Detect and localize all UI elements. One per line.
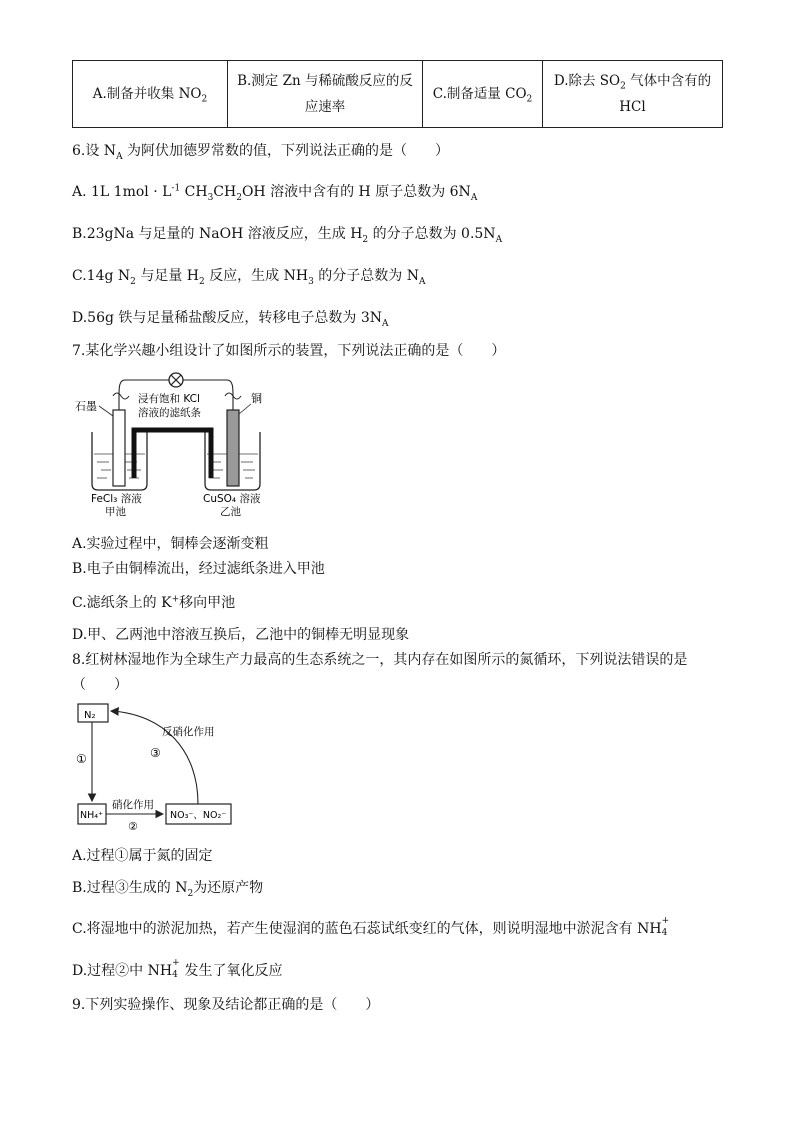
step1-label: ① [76, 752, 87, 766]
q6-option-d: D.56g 铁与足量稀盐酸反应，转移电子总数为 $3N_A$ [72, 310, 389, 329]
nitrogen-cycle-figure [74, 700, 239, 830]
copper-rod [227, 410, 239, 486]
salt-bridge [134, 430, 211, 478]
q8-stem-line2: （ ） [72, 677, 128, 693]
q8-option-d: D.过程②中 NH + 4 发生了氧化反应 [72, 958, 283, 980]
electrochemical-cell-figure [75, 368, 275, 518]
q7-option-b: B.电子由铜棒流出，经过滤纸条进入甲池 [72, 561, 325, 577]
n2-text: N₂ [84, 710, 96, 721]
q7-option-a: A.实验过程中，铜棒会逐渐变粗 [72, 536, 269, 552]
q6-option-c: C.14g $N_2$ 与足量 $H_2$ 反应，生成 $NH_3$ 的分子总数为 $N_A$ [72, 268, 426, 287]
left-solution-label: FeCl₃ 溶液 [91, 493, 142, 505]
step3-label: ③ [150, 746, 161, 760]
options-table [72, 60, 723, 128]
q6-stem: 6.设 $N_A$ 为阿伏加德罗常数的值，下列说法正确的是（ ） [72, 143, 450, 162]
no-text: NO₃⁻、NO₂⁻ [170, 810, 227, 821]
q6-option-b: B.23gNa 与足量的 NaOH 溶液反应，生成 $H_2$ 的分子总数为 $0.5N_A$ [72, 226, 503, 245]
nh4-text: NH₄⁺ [80, 810, 104, 821]
q7-option-d: D.甲、乙两池中溶液互换后，乙池中的铜棒无明显现象 [72, 627, 410, 643]
q9-stem: 9.下列实验操作、现象及结论都正确的是（ ） [72, 997, 380, 1013]
option-cell-b: B.测定 Zn 与稀硫酸反应的反 应速率 [228, 61, 423, 128]
option-cell-c: C.制备适量 $CO_2$ [423, 61, 543, 128]
q8-stem-line1: 8.红树林湿地作为全球生产力最高的生态系统之一，其内存在如图所示的氮循环，下列说法错误的是 [72, 652, 688, 668]
bridge-label-2: 溶液的滤纸条 [138, 407, 201, 419]
q8-option-b: B.过程③生成的 $N_2$为还原产物 [72, 880, 264, 899]
right-solution-label: CuSO₄ 溶液 [203, 493, 261, 505]
bridge-label-1: 浸有饱和 KCl [138, 393, 200, 405]
q8-option-a: A.过程①属于氮的固定 [72, 848, 213, 864]
q6-option-a: A. 1L $1mol \cdot L^{-1}$ $CH_3CH_2OH$ 溶液中含有的 H 原子总数为 $6N_A$ [72, 183, 478, 203]
option-cell-d: D.除去 $SO_2$ 气体中含有的 HCl [543, 61, 723, 128]
option-cell-a: A.制备并收集 $NO_2$ [73, 61, 228, 128]
q7-stem: 7.某化学兴趣小组设计了如图所示的装置，下列说法正确的是（ ） [72, 343, 506, 359]
copper-label: 铜 [251, 392, 262, 405]
q7-option-c: C.滤纸条上的 K+移向甲池 [72, 594, 236, 611]
right-pool-label: 乙池 [220, 506, 241, 518]
graphite-rod [113, 410, 125, 486]
step2-label: ② [128, 820, 138, 830]
denitrification-label: 反硝化作用 [162, 726, 215, 738]
graphite-label: 石墨 [75, 400, 97, 413]
q8-option-c: C.将湿地中的淤泥加热，若产生使湿润的蓝色石蕊试纸变红的气体，则说明湿地中淤泥含有 NH + 4 [72, 916, 670, 938]
left-pool-label: 甲池 [105, 506, 126, 518]
nitrification-label: 硝化作用 [112, 799, 154, 811]
